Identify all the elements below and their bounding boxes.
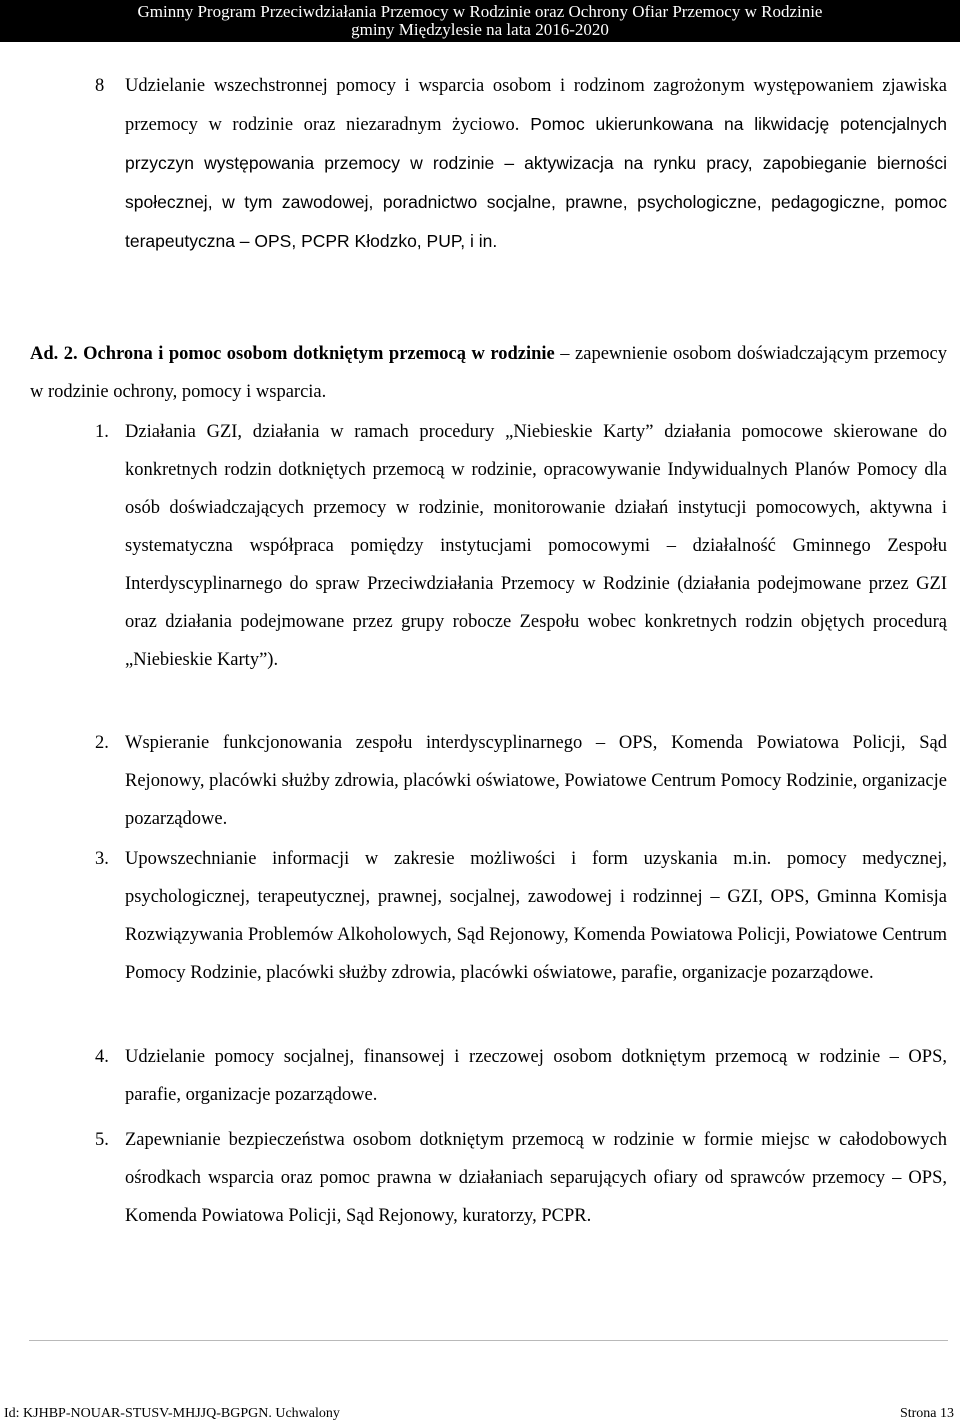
header-subtitle: gminy Międzylesie na lata 2016-2020 [351, 20, 609, 39]
list-item-number: 5. [95, 1130, 109, 1150]
list-item-number: 1. [95, 422, 109, 442]
header-title: Gminny Program Przeciwdziałania Przemocy w Rodzinie oraz Ochrony Ofiar Przemocy w Rodzinie [137, 2, 823, 21]
list-item-number: 2. [95, 733, 109, 753]
list-item-number: 8 [95, 76, 105, 96]
page-header [0, 0, 960, 42]
page-number: Strona 13 [899, 1406, 954, 1421]
list-item-number: 3. [95, 849, 109, 869]
document-id: Id: KJHBP-NOUAR-STUSV-MHJJQ-BGPGN. Uchwalony [4, 1406, 340, 1421]
section-heading: Ad. 2. Ochrona i pomoc osobom dotkniętym przemocą w rodzinie [30, 344, 555, 364]
section-ad2 [30, 335, 947, 411]
section-text: – zapewnienie osobom doświadczającym przemocy w rodzinie ochrony, pomocy i wsparcia. [30, 344, 948, 402]
list-item-text: Upowszechnianie informacji w zakresie możliwości i form uzyskania m.in. pomocy medycznej, psychologicznej, terapeutycznej, prawnej, socjalnej, zawodowej i rodzinnej – GZI, OPS, Gminna Komisja Rozwiązywania Problemów Alkoholowych, Sąd Rejonowy, Komenda Powiatowa Policji, Powiatowe Centrum Pomocy Rodzinie, placówki służby zdrowia, placówki oświatowe, parafie, organizacje pozarządowe. [125, 849, 947, 983]
list-item-text-sans: Pomoc ukierunkowana na likwidację potencjalnych przyczyn występowania przemocy w rodzinie – aktywizacja na rynku pracy, zapobieganie bierności społecznej, w tym zawodowej, poradnictwo socjalne, prawne, psychologiczne, pedagogiczne, pomoc terapeutyczna – OPS, PCPR Kłodzko, PUP, i in. [125, 114, 947, 251]
list-item-text: Zapewnianie bezpieczeństwa osobom dotkniętym przemocą w rodzinie w formie miejsc w całodobowych ośrodkach wsparcia oraz pomoc prawna w działaniach separujących ofiary od sprawców przemocy – OPS, Komenda Powiatowa Policji, Sąd Rejonowy, kuratorzy, PCPR. [125, 1130, 947, 1226]
footer-divider [29, 1340, 948, 1341]
list-item-text: Udzielanie pomocy socjalnej, finansowej i rzeczowej osobom dotkniętym przemocą w rodzinie – OPS, parafie, organizacje pozarządowe. [125, 1047, 947, 1105]
list-item-text [125, 67, 947, 261]
list-item-number: 4. [95, 1047, 109, 1067]
list-item-text: Działania GZI, działania w ramach procedury „Niebieskie Karty” działania pomocowe skierowane do konkretnych rodzin dotkniętych przemocą w rodzinie, opracowywanie Indywidualnych Planów Pomocy dla osób doświadczających przemocy w rodzinie, monitorowanie działań instytucji pomocowych, aktywna i systematyczna współpraca pomiędzy instytucjami pomocowymi – działalność Gminnego Zespołu Interdyscyplinarnego do spraw Przeciwdziałania Przemocy w Rodzinie (działania podejmowane przez GZI oraz działania podejmowane przez grupy robocze Zespołu wobec konkretnych rodzin objętych procedurą „Niebieskie Karty”). [125, 422, 947, 670]
list-item-text-serif: Udzielanie wszechstronnej pomocy i wsparcia osobom i rodzinom zagrożonym występowaniem zjawiska przemocy w rodzinie oraz niezaradnym życiowo. [125, 76, 947, 135]
list-item-text: Wspieranie funkcjonowania zespołu interdyscyplinarnego – OPS, Komenda Powiatowa Policji, Sąd Rejonowy, placówki służby zdrowia, placówki oświatowe, Powiatowe Centrum Pomocy Rodzinie, organizacje pozarządowe. [125, 733, 947, 829]
